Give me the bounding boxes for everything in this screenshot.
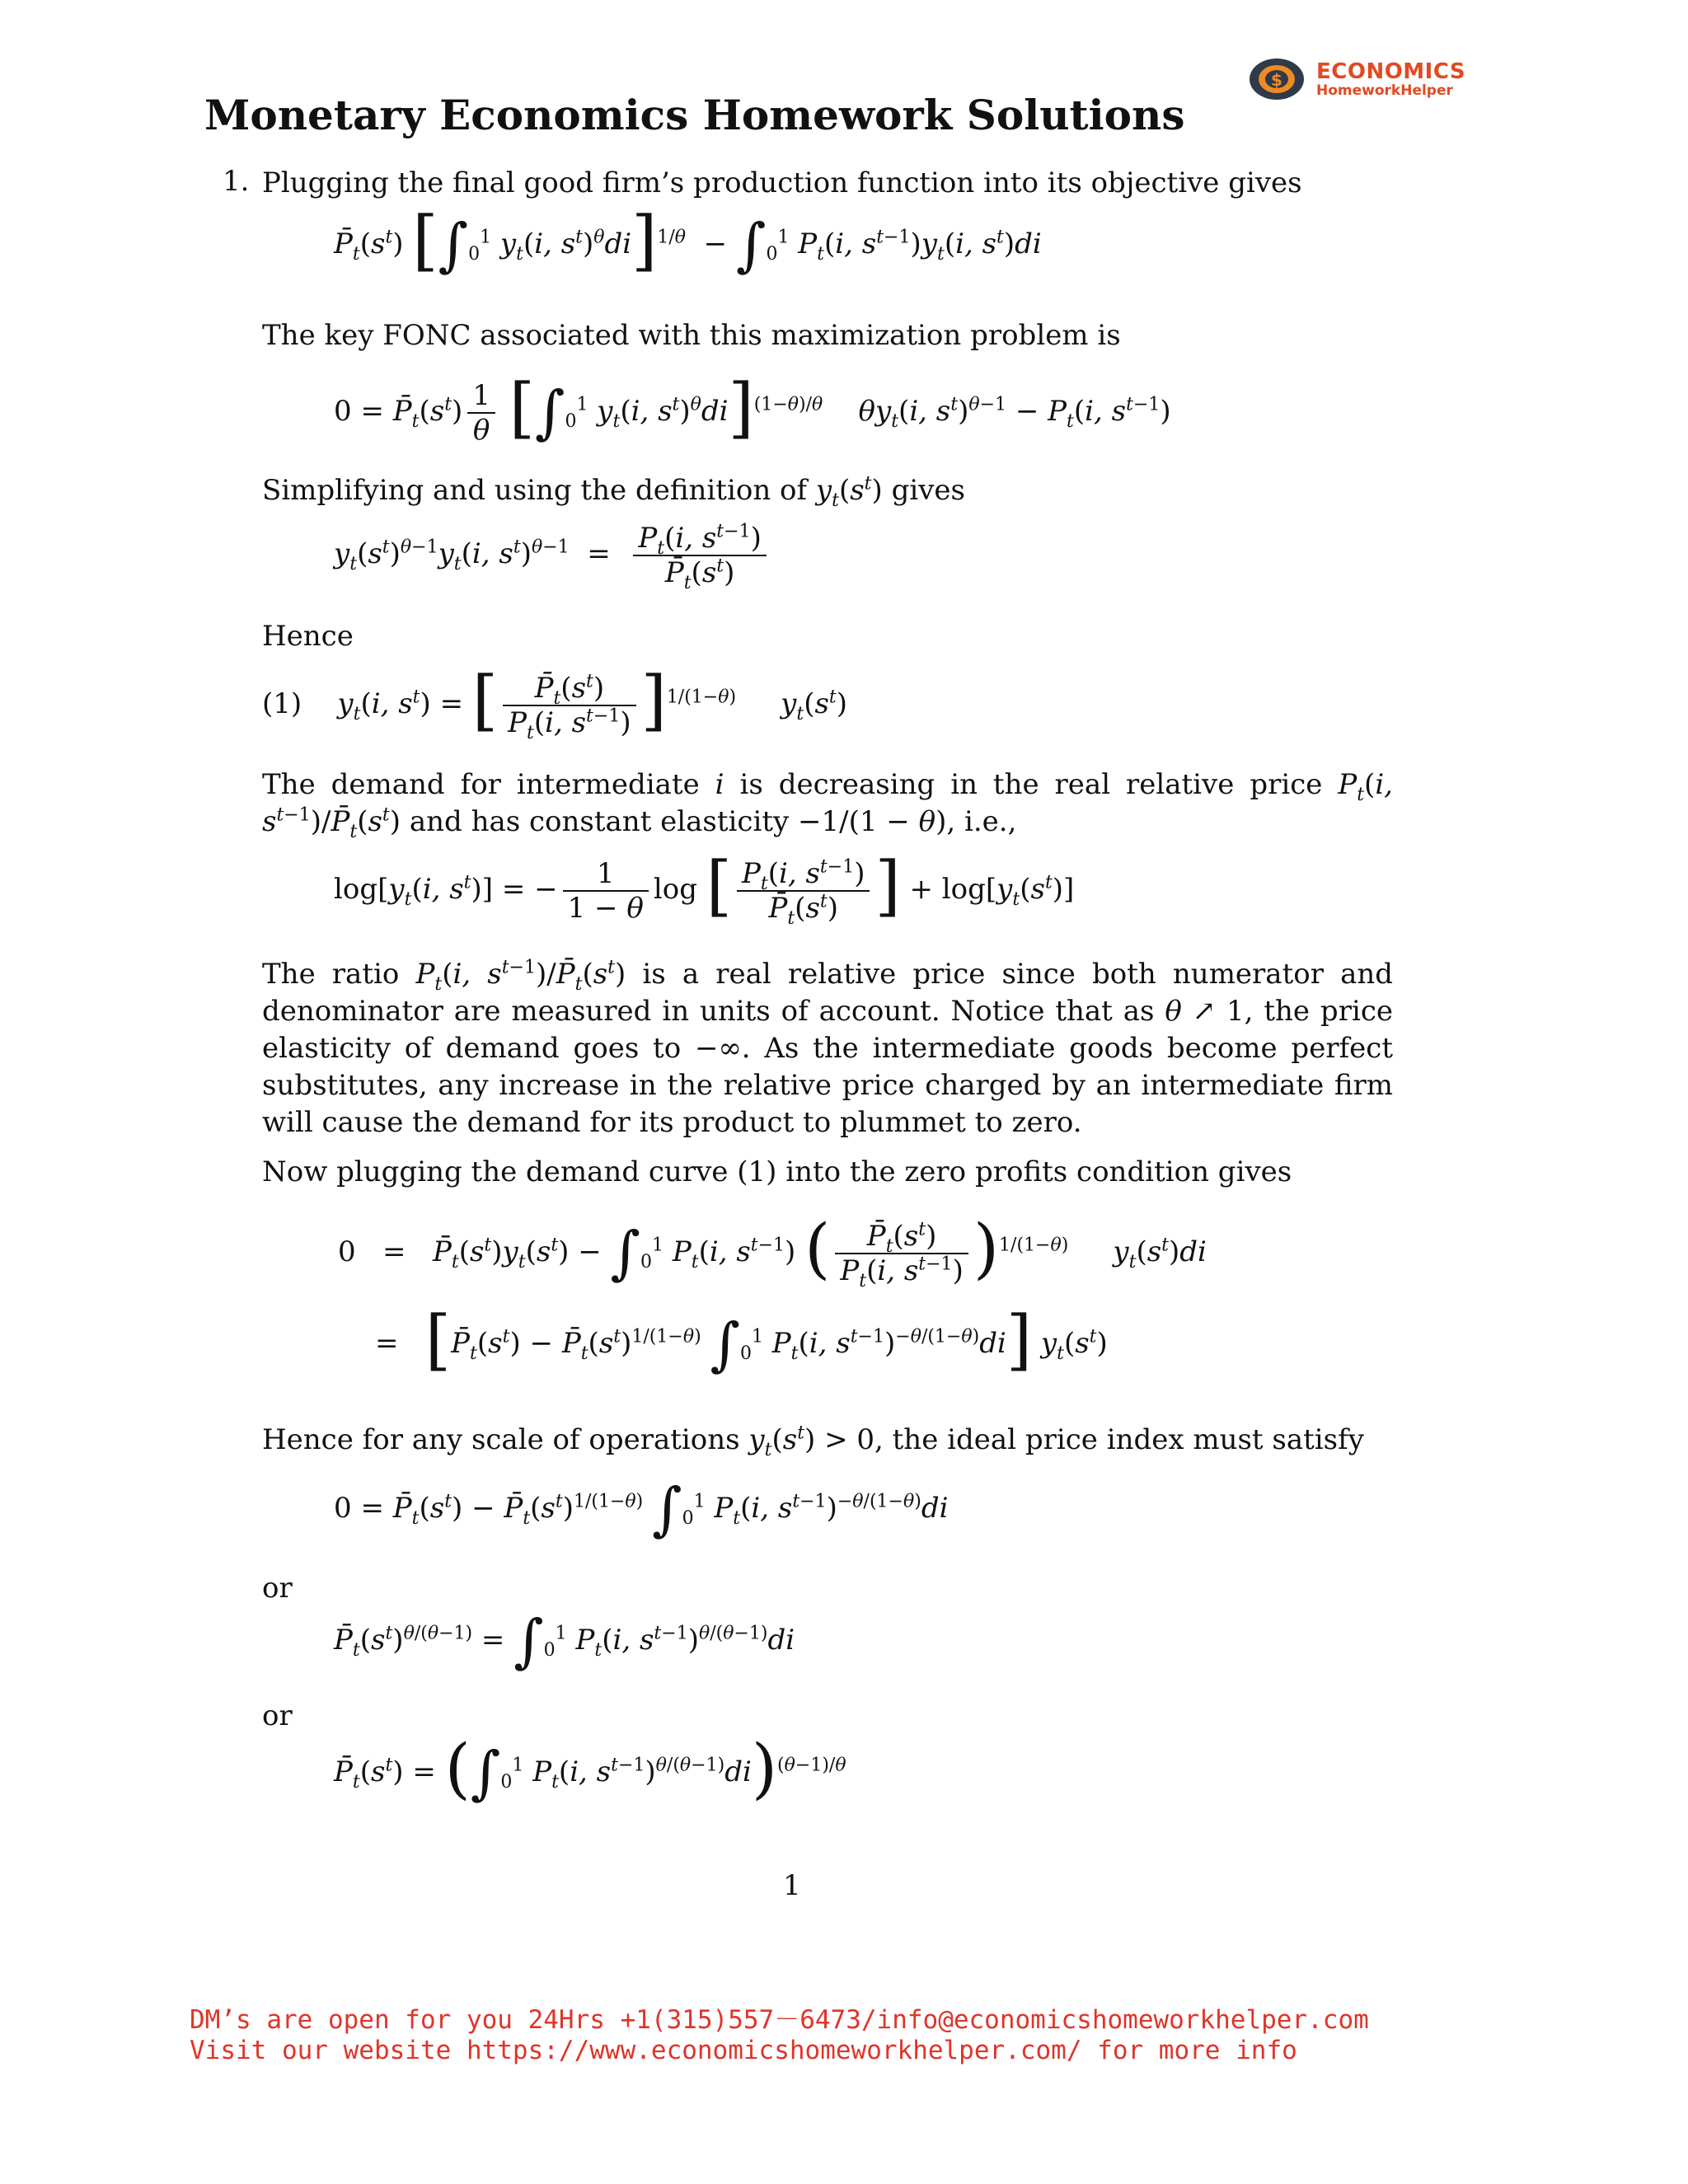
page-number: 1 xyxy=(783,1869,801,1902)
footer-website-line: Visit our website https://www.economicshomeworkhelper.com/ for more info xyxy=(190,2036,1297,2065)
or-connector-2: or xyxy=(262,1699,293,1732)
paragraph-2: The key FONC associated with this maximization problem is xyxy=(262,319,1121,352)
equation-7: $0 = P̄_t(s^t)$ − $P̄_t(s^t)^{1/(1-\theta)}$ $\int_0^1$ $P_t(i$, $s^{t-1})^{-\theta/(1-\theta)}di$ xyxy=(334,1475,949,1543)
paragraph-3: Simplifying and using the definition of $y_t(s^t)$ gives xyxy=(262,473,966,511)
brand-logo xyxy=(1249,56,1466,102)
equation-2: $0 = P̄_t(s^t)$ $\frac{1}{\theta}$ [$\int_0^1$ $y_t(i$, $s^t)^\theta di]^{(1-\theta)/\theta}$ $\theta y_t(i$, $s^t)^{\theta-1} - P_t(i$, $s^{t-1}$) xyxy=(334,369,1171,447)
or-connector-1: or xyxy=(262,1572,293,1605)
equation-9: $P̄_t(s^t) = (\int_0^1$ $P_t(i$, $s^{t-1})^{\theta/(\theta-1)}di)^{(\theta-1)/\theta}$ xyxy=(334,1730,846,1807)
equation-5: $\log[y_t(i$, $s^t$)] = − $\frac{1}{1 - \theta}$ log [ $\frac{P_t(i, s^{t-1})}{P̄_t(s^t)}$ ] + $\log[y_t(s^t)]$ xyxy=(334,847,1075,929)
equation-label: (1) xyxy=(262,687,302,720)
paragraph-4: Hence xyxy=(262,620,354,653)
equation-8: $P̄_t(s^t)^{\theta/(\theta-1)} = \int_0^1$ $P_t(i$, $s^{t-1})^{\theta/(\theta-1)}di$ xyxy=(334,1607,795,1675)
paragraph-5: The demand for intermediate i is decreasing in the real relative price $P_t(i$, $s^{t-1})/P̄_t(s^t)$ and has constant elasticity −1/(1 − θ), i.e., xyxy=(262,768,1393,842)
paragraph-1: Plugging the final good firm’s production function into its objective gives xyxy=(262,166,1302,199)
dollar-coin-icon xyxy=(1249,56,1306,102)
paragraph-6: The ratio $P_t(i$, $s^{t-1})/P̄_t(s^t)$ is a real relative price since both numerator and denominator are measured in units of account. Notice that as θ ↗ 1, the price elasticity of demand goes to −∞. As the intermediate goods become perfect substitutes, any increase in the relative price charged by an intermediate firm will cause the demand for its product to plummet to zero. xyxy=(262,957,1394,1139)
logo-line1: ECONOMICS xyxy=(1316,59,1466,84)
equation-6a: $0 = P̄_t(s^t)y_t(s^t) - \int_0^1$ $P_t(i$, $s^{t-1}$) ( $\frac{P̄_t(s^t)}{P_t(i, s^{t-1})}$ )$^{1/(1-\theta)}$ $y_t(s^t)di$ xyxy=(338,1210,1207,1291)
footer-contact-line: DM’s are open for you 24Hrs +1(315)557－6473/info@economicshomeworkhelper.com xyxy=(190,2005,1369,2035)
page-title: Monetary Economics Homework Solutions xyxy=(204,91,1185,139)
svg-text:$: $ xyxy=(1271,70,1282,90)
equation-6b: = [$P̄_t(s^t)$ − $P̄_t(s^t)^{1/(1-\theta)}$ $\int_0^1$ $P_t(i$, $s^{t-1})^{-\theta/(1-\theta)}di$] $y_t(s^t)$ xyxy=(375,1301,1108,1378)
equation-3: $y_t(s^t)^{\theta-1}y_t(i$, $s^t)^{\theta-1}$ = $\frac{P_t(i, s^{t-1})}{P̄_t(s^t)}$ xyxy=(334,522,771,589)
paragraph-7: Now plugging the demand curve (1) into the zero profits condition gives xyxy=(262,1155,1292,1188)
item-number: 1. xyxy=(223,165,250,198)
equation-1: $P̄_t(s^t)$ [$\int_0^1$ $y_t(i$, $s^t)^\theta di]^{1/\theta} - \int_0^1$ $P_t(i$, $s^{t-1})y_t(i$, $s^t)di$ xyxy=(334,202,1042,279)
logo-line2: HomeworkHelper xyxy=(1316,82,1453,99)
paragraph-8: Hence for any scale of operations $y_t(s^t) > 0$, the ideal price index must satisfy xyxy=(262,1422,1364,1460)
equation-4: (1) $y_t(i$, $s^t$) = [ $\frac{P̄_t(s^t)}{P_t(i, s^{t-1})}$ ]$^{1/(1-\theta)}$ $y_t(s^t)$ xyxy=(262,662,848,743)
